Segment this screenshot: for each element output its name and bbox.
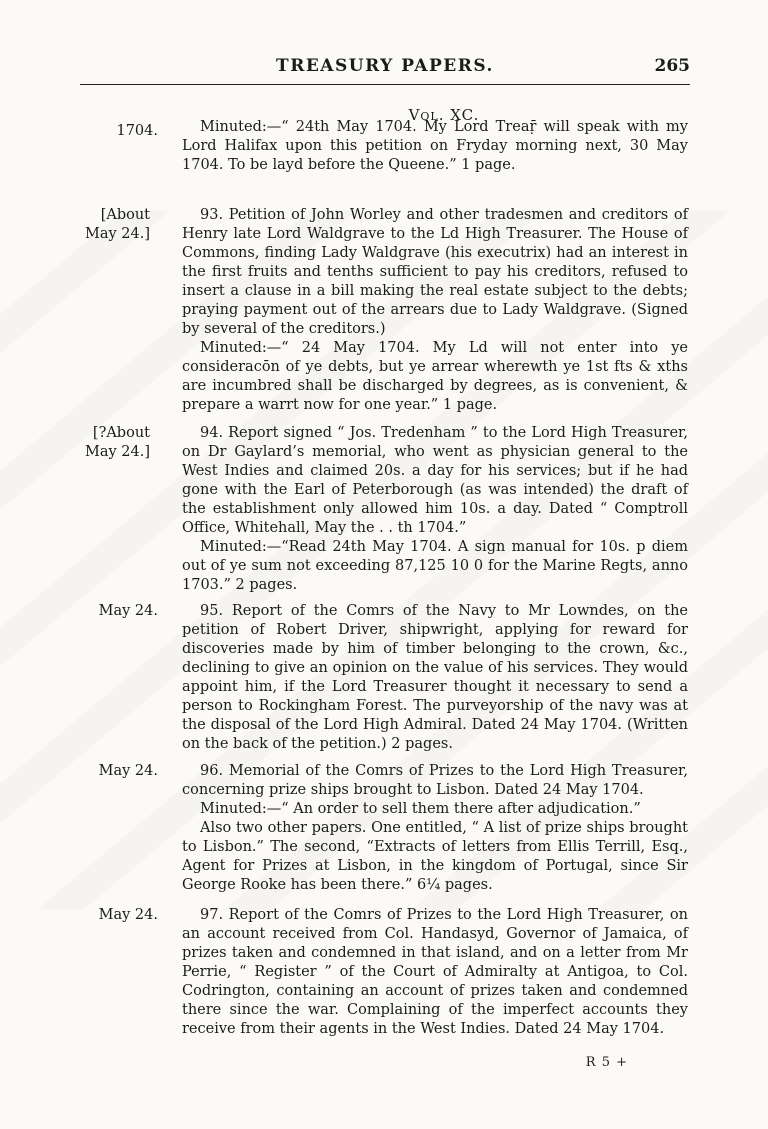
entry-body [182, 424, 688, 595]
margin-date: [?About May 24.] [84, 425, 150, 460]
margin-date: May 24. [98, 763, 158, 779]
entry-body [182, 906, 688, 1039]
minute-text: Minuted:—“ 24 May 1704. My Ld will not enter into ye consideracōn of ye debts, but ye arrear wherewth ye 1st fts & xths are incumbred shall be discharged by degrees, as is convenient, & prepare a warrt now for one year.” 1 page. [182, 340, 688, 413]
entry-body [182, 118, 688, 175]
minute-text: Minuted:—“Read 24th May 1704. A sign manual for 10s. p diem out of ye sum not exceeding 87,125 10 0 for the Marine Regts, anno 1703.” 2 pages. [182, 539, 688, 593]
entry-body [182, 762, 688, 895]
entry-body [182, 206, 688, 415]
margin-date: 1704. [116, 123, 158, 139]
entry-text: 93. Petition of John Worley and other tradesmen and creditors of Henry late Lord Waldgrave to the Ld High Treasurer. The House of Commons, finding Lady Waldgrave (his executrix) had an interest in the first fruits and tenths sufficient to pay his creditors, refused to insert a clause in a bill making the real estate subject to the debts; praying payment out of the arrears due to Lady Waldgrave. (Signed by several of the creditors.) [182, 207, 688, 337]
margin-date: May 24. [98, 907, 158, 923]
entry-text: 96. Memorial of the Comrs of Prizes to the Lord High Treasurer, concerning prize ships brought to Lisbon. Dated 24 May 1704. [182, 763, 688, 798]
signature-mark: R 5 + [585, 1055, 628, 1070]
entry-text: 97. Report of the Comrs of Prizes to the Lord High Treasurer, on an account received from Col. Handasyd, Governor of Jamaica, of prizes taken and condemned in that island, and on a letter from Mr Perrie, “ Register ” of the Court of Admiralty at Antigoa, to Col. Codrington, containing an account of prizes taken and condemned there since the war. Complaining of the imperfect accounts they receive from their agents in the West Indies. Dated 24 May 1704. [182, 907, 688, 1037]
entry-text: 94. Report signed “ Jos. Tredenham ” to the Lord High Treasurer, on Dr Gaylard’s memorial, who went as physician general to the West Indies and claimed 20s. a day for his services; but if he had gone with the Earl of Peterborough (as was intended) the draft of the establishment only allowed him 10s. a day. Dated “ Comptroll Office, Whitehall, May the . . th 1704.” [182, 425, 688, 536]
margin-date: May 24. [98, 603, 158, 619]
running-head [80, 56, 690, 85]
entry-text: 95. Report of the Comrs of the Navy to Mr Lowndes, on the petition of Robert Driver, shipwright, applying for reward for discoveries made by him of timber belonging to the crown, &c., declining to give an opinion on the value of his services. They would appoint him, if the Lord Treasurer thought it necessary to send a person to Rockingham Forest. The purveyorship of the navy was at the disposal of the Lord High Admiral. Dated 24 May 1704. (Written on the back of the petition.) 2 pages. [182, 603, 688, 752]
entry-text: Also two other papers. One entitled, “ A list of prize ships brought to Lisbon.” The second, “Extracts of letters from Ellis Terrill, Esq., Agent for Prizes at Lisbon, in the kingdom of Portugal, since Sir George Rooke has been there.” 6¼ pages. [182, 820, 688, 893]
entry-body [182, 602, 688, 754]
page-number: 265 [654, 56, 690, 76]
margin-date: [About May 24.] [84, 207, 150, 242]
volume-heading: Vol. XC. [408, 106, 480, 124]
minute-text: Minuted:—“ An order to sell them there after adjudication.” [200, 801, 641, 817]
minute-text: Minuted:—“ 24th May 1704. My Lord Treaṝ will speak with my Lord Halifax upon this petition on Fryday morning next, 30 May 1704. To be layd before the Queene.” 1 page. [182, 119, 688, 173]
page-title: TREASURY PAPERS. [276, 56, 494, 76]
